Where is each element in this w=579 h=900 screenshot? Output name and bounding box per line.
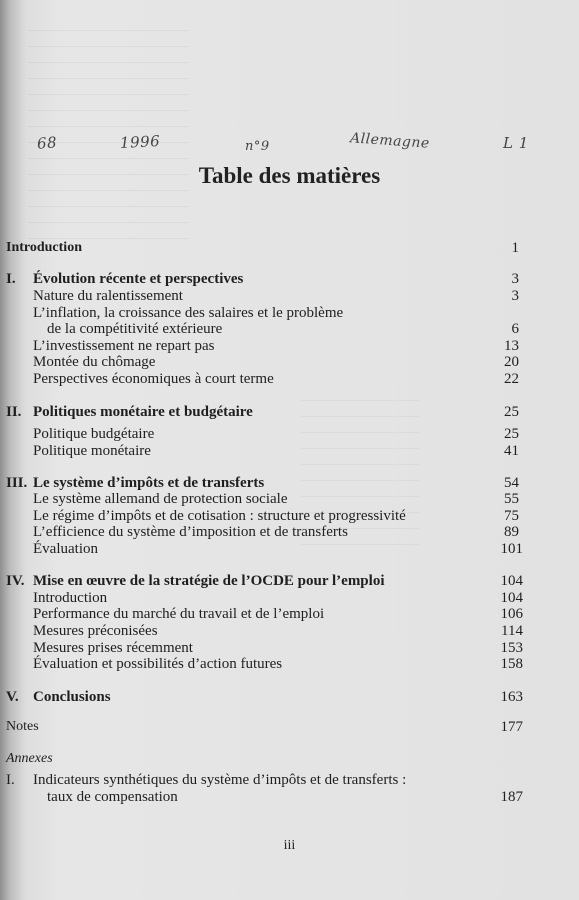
toc-label: Annexes: [6, 751, 53, 766]
toc-page-number: 3: [511, 271, 519, 287]
toc-page-number: 114: [501, 623, 523, 639]
toc-page-number: 6: [511, 321, 519, 337]
toc-page-number: 163: [500, 689, 523, 705]
toc-label: Notes: [6, 719, 39, 734]
toc-row: [0, 354, 579, 370]
toc-label: Le régime d’impôts et de cotisation : structure et progressivité: [33, 508, 406, 524]
toc-row: [0, 573, 579, 589]
toc-row: [0, 371, 579, 387]
toc-page-number: 22: [504, 371, 519, 387]
toc-row: [0, 751, 579, 767]
toc-label: Performance du marché du travail et de l’emploi: [33, 606, 325, 622]
page-number: iii: [283, 838, 296, 853]
toc-label: Évaluation et possibilités d’action futures: [33, 656, 283, 672]
toc-label: L’efficience du système d’imposition et de transferts: [33, 524, 348, 540]
toc-label: Politique monétaire: [33, 443, 151, 459]
toc-page-number: 3: [511, 288, 519, 304]
page-title: Table des matières: [198, 163, 381, 188]
handwritten-note: Allemagne: [349, 130, 431, 152]
handwritten-note: L 1: [503, 134, 529, 152]
toc-number: I.: [6, 772, 15, 788]
toc-label: Nature du ralentissement: [33, 288, 183, 304]
toc-row: [0, 623, 579, 639]
toc-row: [0, 656, 579, 672]
toc-page-number: 106: [500, 606, 523, 622]
toc-label: Mesures préconisées: [33, 623, 158, 639]
toc-label: Indicateurs synthétiques du système d’impôts et de transferts :: [33, 772, 407, 788]
toc-number: IV.: [6, 573, 25, 589]
toc-page-number: 153: [500, 640, 523, 656]
toc-row: [0, 271, 579, 287]
toc-page-number: 25: [504, 426, 519, 442]
toc-page-number: 104: [500, 573, 523, 589]
toc-page-number: 25: [504, 404, 519, 420]
toc-number: V.: [6, 689, 19, 705]
toc-page-number: 187: [500, 789, 523, 805]
toc-row: [0, 789, 579, 805]
toc-row: [0, 772, 579, 788]
toc-row: [0, 321, 579, 337]
toc-label: Le système d’impôts et de transferts: [33, 475, 265, 491]
toc-page-number: 1: [511, 240, 519, 256]
toc-row: [0, 590, 579, 606]
toc-page-number: 177: [500, 719, 523, 735]
toc-page-number: 13: [504, 338, 519, 354]
toc-label: Perspectives économiques à court terme: [33, 371, 274, 387]
toc-label: Conclusions: [33, 689, 111, 705]
toc-label: Évaluation: [33, 541, 98, 557]
toc-row: [0, 541, 579, 557]
toc-page-number: 41: [504, 443, 519, 459]
toc-page-number: 54: [504, 475, 519, 491]
toc-page-number: 101: [500, 541, 523, 557]
toc-row: [0, 689, 579, 705]
toc-label: L’inflation, la croissance des salaires et le problème: [33, 305, 344, 321]
toc-row: [0, 443, 579, 459]
toc-page-number: 158: [500, 656, 523, 672]
toc-label: Politiques monétaire et budgétaire: [33, 404, 253, 420]
toc-row: [0, 404, 579, 420]
toc-number: II.: [6, 404, 22, 420]
toc-row: [0, 240, 579, 256]
toc-row: [0, 606, 579, 622]
toc-row: [0, 640, 579, 656]
toc-number: I.: [6, 271, 16, 287]
toc-page-number: 104: [500, 590, 523, 606]
toc-label: Mesures prises récemment: [33, 640, 193, 656]
toc-row: [0, 288, 579, 304]
toc-row: [0, 338, 579, 354]
toc-page-number: 89: [504, 524, 519, 540]
toc-label: Introduction: [33, 590, 108, 606]
toc-page-number: 55: [504, 491, 519, 507]
toc-label: de la compétitivité extérieure: [47, 321, 223, 337]
toc-label: taux de compensation: [47, 789, 178, 805]
toc-number: III.: [6, 475, 28, 491]
toc-row: [0, 524, 579, 540]
toc-page-number: 20: [504, 354, 519, 370]
toc-row: [0, 426, 579, 442]
toc-label: Introduction: [6, 240, 82, 255]
toc-label: Mise en œuvre de la stratégie de l’OCDE pour l’emploi: [33, 573, 385, 589]
toc-row: [0, 719, 579, 735]
toc-row: [0, 508, 579, 524]
handwritten-note: n°9: [245, 139, 270, 154]
toc-row: [0, 491, 579, 507]
toc-row: [0, 305, 579, 321]
toc-label: Évolution récente et perspectives: [33, 271, 244, 287]
toc-label: Le système allemand de protection sociale: [33, 491, 288, 507]
toc-label: L’investissement ne repart pas: [33, 338, 215, 354]
toc-page-number: 75: [504, 508, 519, 524]
handwritten-note: 68: [36, 133, 58, 153]
toc-label: Montée du chômage: [33, 354, 156, 370]
handwritten-note: 1996: [119, 131, 161, 153]
toc-row: [0, 475, 579, 491]
toc-label: Politique budgétaire: [33, 426, 155, 442]
